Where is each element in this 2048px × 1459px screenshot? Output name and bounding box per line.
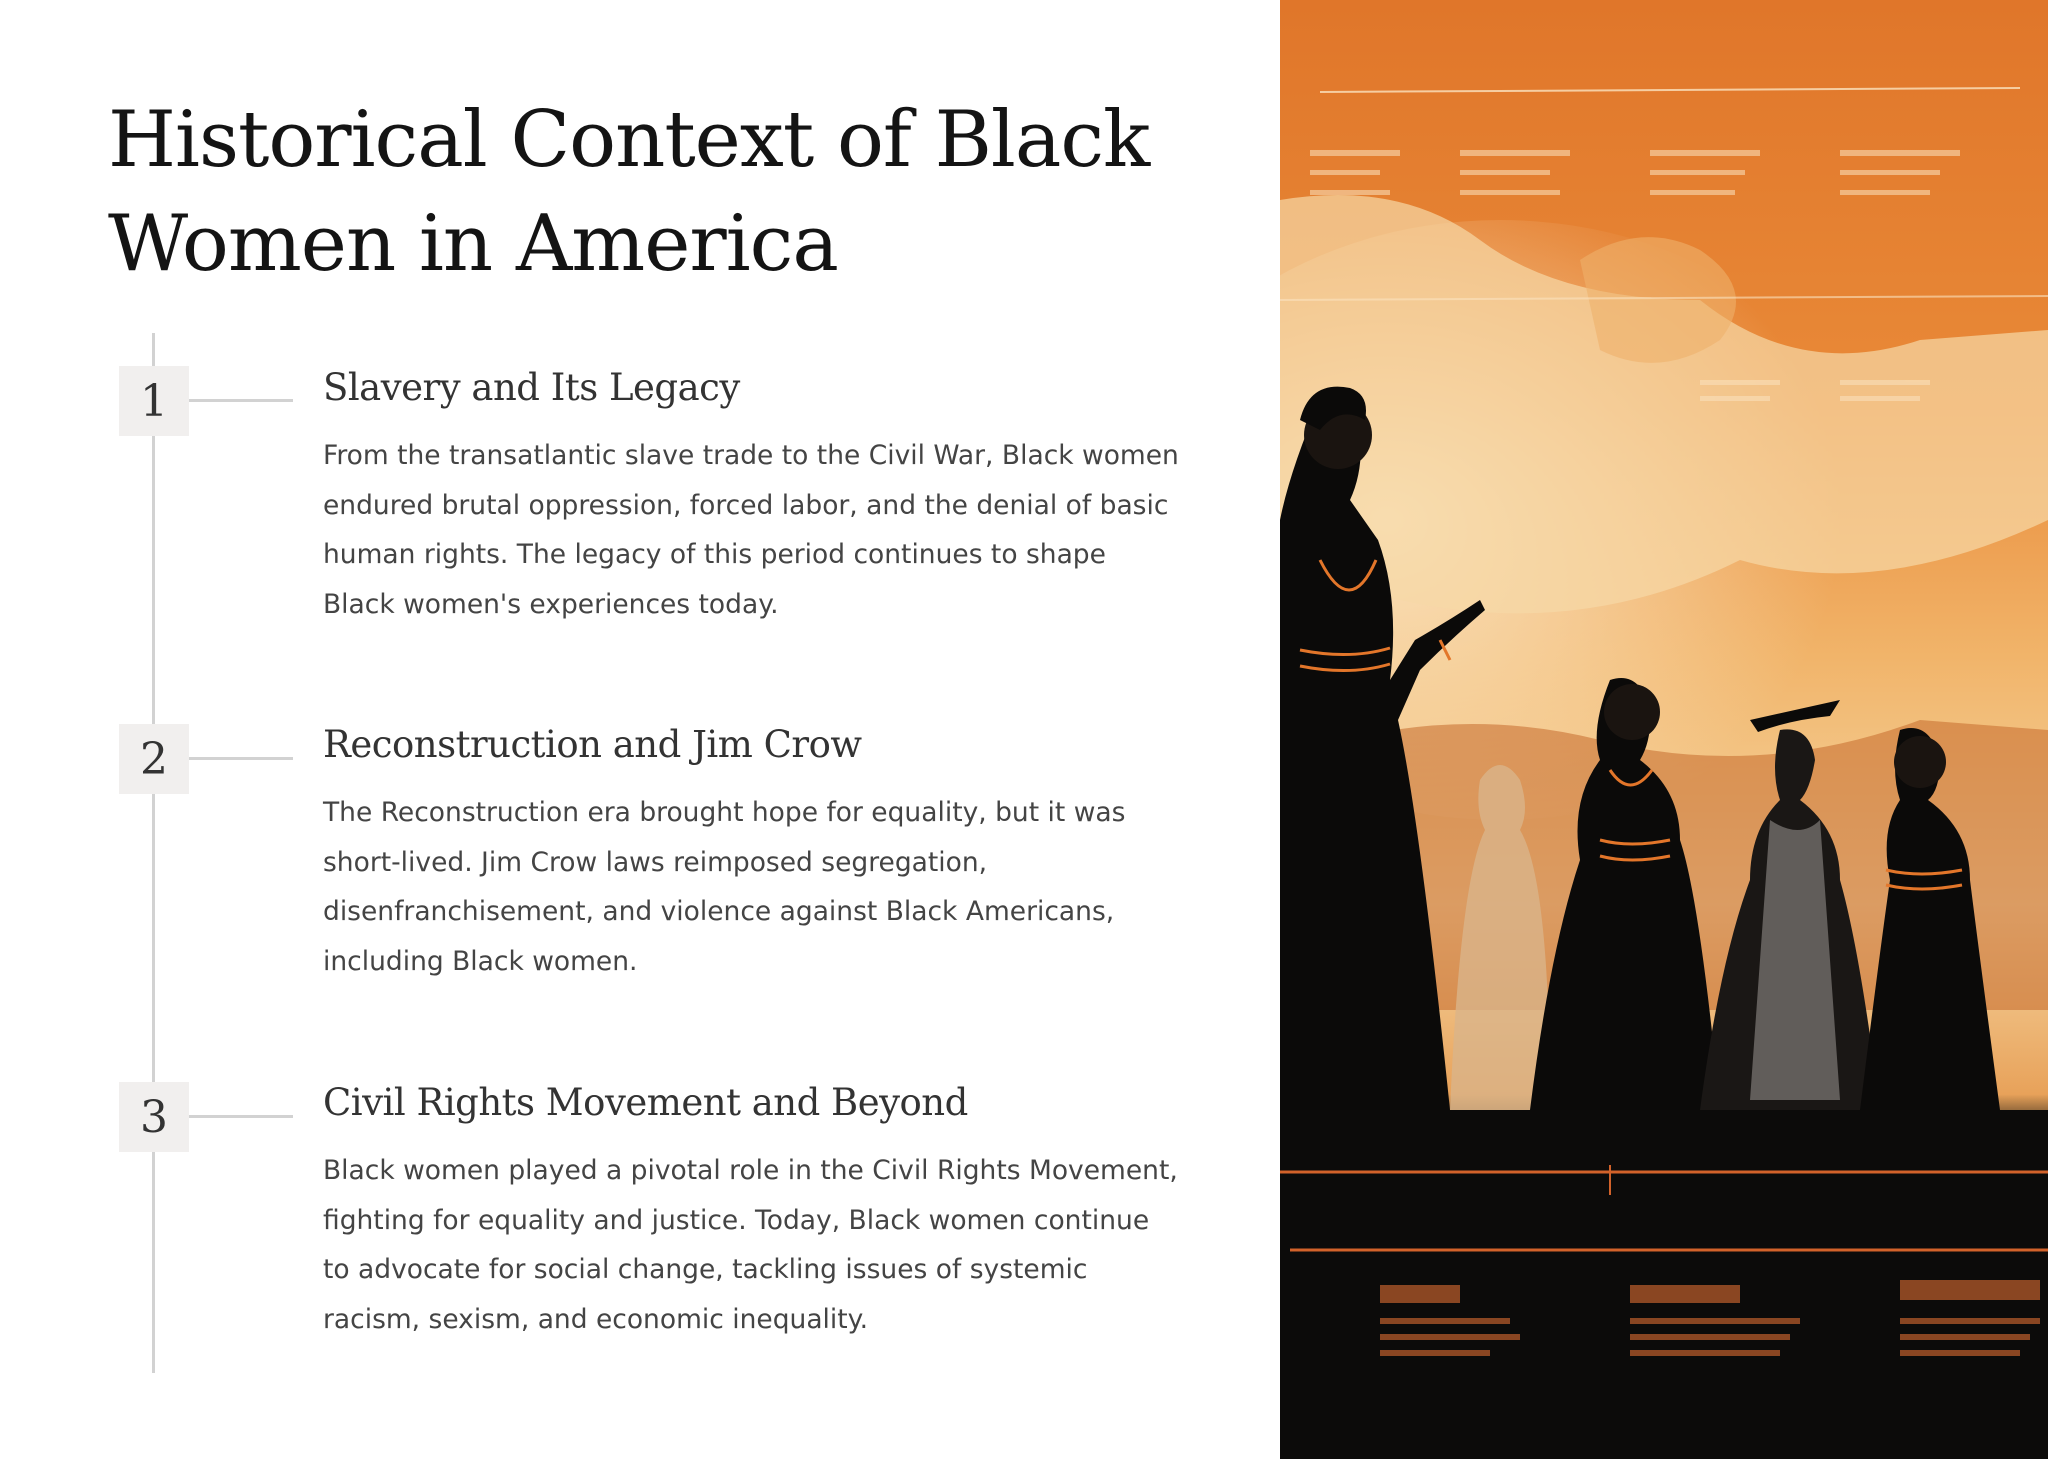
timeline-connector	[189, 757, 293, 760]
timeline-heading: Slavery and Its Legacy	[323, 366, 740, 409]
timeline-connector	[189, 399, 293, 402]
timeline-body: From the transatlantic slave trade to the Civil War, Black women endured brutal oppression, forced labor, and the denial of basic human rights. The legacy of this period continues to shape Black women's experiences today.	[323, 440, 1179, 620]
timeline-heading: Reconstruction and Jim Crow	[323, 723, 862, 766]
timeline-line	[152, 333, 155, 1373]
page-title-line-1: Historical Context of Black	[108, 95, 1150, 185]
timeline-body: Black women played a pivotal role in the Civil Rights Movement, fighting for equality and justice. Today, Black women continue to advocate for social change, tackling issues of systemic racism, sexism, and economic inequality.	[323, 1155, 1178, 1335]
timeline-body: The Reconstruction era brought hope for equality, but it was short-lived. Jim Crow laws reimposed segregation, disenfranchisement, and violence against Black Americans, including Black women.	[323, 797, 1126, 977]
timeline-number-box: 1	[119, 366, 189, 436]
illustration-svg	[1280, 0, 2048, 1459]
timeline-number-box: 3	[119, 1082, 189, 1152]
page-title-line-2: Women in America	[108, 199, 838, 289]
timeline-connector	[189, 1115, 293, 1118]
timeline-heading: Civil Rights Movement and Beyond	[323, 1081, 968, 1124]
illustration-black-women-silhouettes	[1280, 0, 2048, 1459]
timeline-number-box: 2	[119, 724, 189, 794]
